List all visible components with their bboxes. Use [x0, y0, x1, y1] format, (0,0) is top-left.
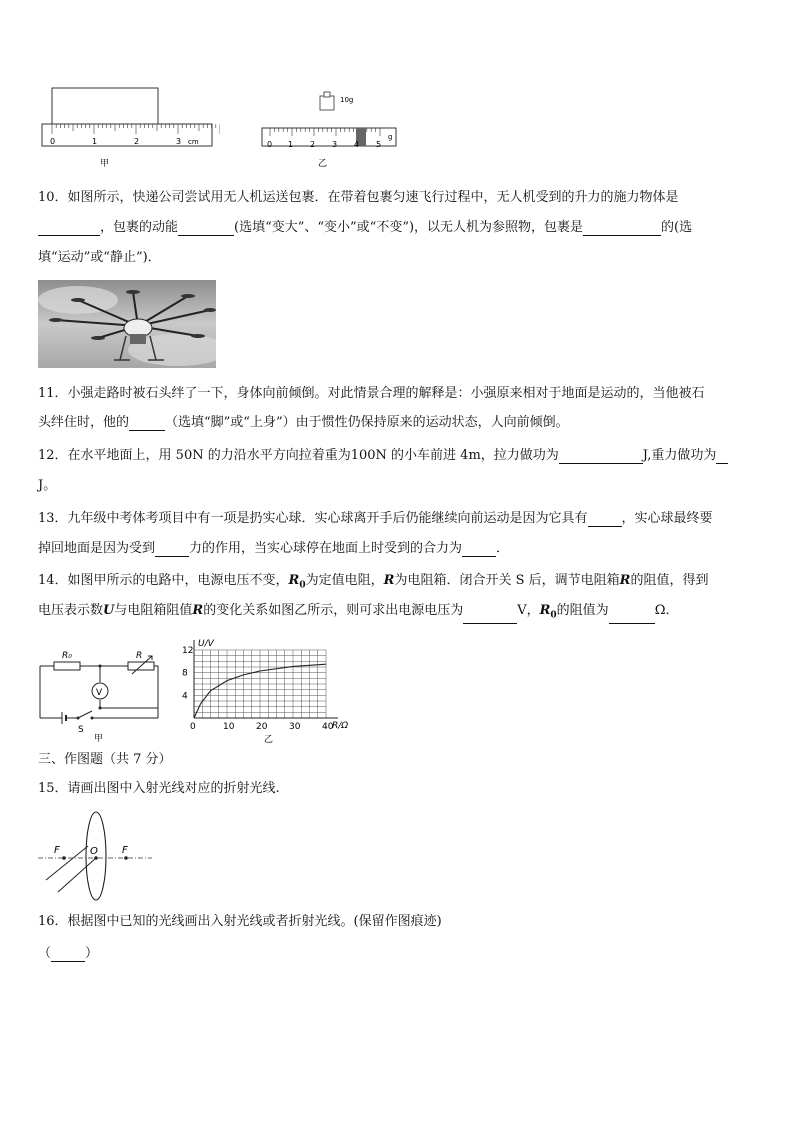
section-3-title: 三、作图题（共 7 分）	[38, 752, 172, 767]
q14-line2-b: 与电阻箱阻值	[114, 603, 193, 618]
balance-label-5: 5	[376, 140, 382, 149]
q10-blank-1[interactable]	[38, 222, 100, 236]
q13-line2-b: 力的作用，当实心球停在地面上时受到的合力为	[189, 541, 463, 556]
q13-line1-a: 13．九年级中考体考项目中有一项是扔实心球．实心球离开手后仍能继续向前运动是因为它具有	[38, 511, 588, 526]
x-tick-label: 40	[322, 722, 334, 732]
q12-line2: J。	[38, 478, 57, 493]
q14-line1	[38, 573, 708, 594]
figure-caption-yi: 乙	[318, 159, 328, 169]
y-tick-label: 8	[182, 668, 188, 679]
q14-line2-d: V，	[517, 603, 540, 618]
q14-u: U	[103, 603, 115, 618]
q14-r0-sub: 0	[299, 580, 306, 591]
label-v: V	[96, 688, 103, 698]
q13-blank-1[interactable]	[588, 513, 622, 527]
q14-blank-1[interactable]	[463, 610, 517, 624]
q14-r0-2: R	[539, 603, 551, 618]
focus-left-label: F	[54, 845, 60, 856]
label-r: R	[136, 651, 143, 661]
q14-r-2: R	[619, 573, 631, 588]
q10-blank-2[interactable]	[178, 222, 234, 236]
q12-blank-1[interactable]	[559, 450, 643, 464]
balance-label-3: 3	[332, 140, 338, 149]
q10-line2-b: (选填“变大”、“变小”或“不变”)，以无人机为参照物，包裹是	[234, 220, 584, 235]
incident-ray-1	[46, 846, 88, 880]
q16-open: （	[38, 946, 52, 961]
q16-close: ）	[85, 946, 99, 961]
q15-text: 15．请画出图中入射光线对应的折射光线.	[38, 781, 280, 796]
incident-ray-2	[58, 858, 96, 892]
q12-line1-b: J,重力做功为	[642, 448, 717, 463]
q11-line2	[38, 415, 569, 431]
figure-caption-jia: 甲	[100, 159, 110, 169]
optical-center-label: O	[90, 846, 98, 857]
q14-blank-2[interactable]	[609, 610, 655, 624]
q13-line2	[38, 541, 509, 557]
q14-line1-a: 14．如图甲所示的电路中，电源电压不变，	[38, 573, 289, 588]
q14-line2-e: 的阻值为	[556, 603, 609, 618]
q14-r: R	[383, 573, 395, 588]
q10-line2-a: ，包裹的动能	[100, 220, 179, 235]
x-tick-label: 30	[289, 722, 301, 732]
q11-line1: 11．小强走路时被石头绊了一下，身体向前倾倒。对此情景合理的解释是：小强原来相对于地面是运动的，当他被石	[38, 386, 705, 401]
balance-label-4: 4	[354, 140, 360, 149]
q13-blank-2[interactable]	[155, 543, 189, 557]
circuit-caption: 甲	[94, 734, 104, 744]
q14-r-3: R	[192, 603, 204, 618]
ruler-figure	[40, 84, 220, 174]
x-tick-label: 0	[190, 722, 196, 732]
y-tick-label: 12	[182, 646, 194, 656]
q16-answer	[38, 946, 98, 962]
label-s: S	[78, 725, 84, 735]
q14-line1-d: 的阻值，得到	[630, 573, 709, 588]
q11-line2-b: （选填“脚”或“上身”）由于惯性仍保持原来的运动状态，人向前倾倒。	[165, 415, 569, 430]
q14-r0-sub-2: 0	[550, 610, 557, 621]
switch-s	[78, 711, 92, 718]
ruler-label-1: 1	[92, 137, 98, 146]
weight-label: 10g	[340, 96, 354, 104]
q14-line2-c: 的变化关系如图乙所示，则可求出电源电压为	[203, 603, 464, 618]
q12-blank-2[interactable]	[716, 450, 728, 464]
resistor-r0	[54, 662, 80, 670]
x-tick-label: 10	[223, 722, 235, 732]
q13-blank-3[interactable]	[462, 543, 496, 557]
q10-blank-3[interactable]	[583, 222, 661, 236]
u-r-graph	[176, 634, 366, 746]
q10-line1: 10．如图所示，快递公司尝试用无人机运送包裹．在带着包裹匀速飞行过程中，无人机受到的升力的施力物体是	[38, 190, 679, 205]
q14-line1-c: 为电阻箱．闭合开关 S 后，调节电阻箱	[394, 573, 620, 588]
q12-line1-a: 12．在水平地面上，用 50N 的力沿水平方向拉着重为100N 的小车前进 4m，拉力做功为	[38, 448, 559, 463]
q16-blank[interactable]	[51, 948, 85, 962]
q13-line2-c: ．	[496, 541, 510, 556]
q12-line1	[38, 448, 728, 464]
label-r0: R₀	[62, 651, 72, 661]
q10-line2	[38, 220, 692, 236]
q13-line1	[38, 511, 713, 527]
ruler-unit: cm	[188, 138, 199, 146]
balance-label-1: 1	[288, 140, 294, 149]
q16-text: 16．根据图中已知的光线画出入射光线或者折射光线。(保留作图痕迹)	[38, 914, 442, 929]
q14-line2-a: 电压表示数	[38, 603, 104, 618]
q14-line2	[38, 603, 678, 624]
x-axis-label: R/Ω	[332, 721, 349, 731]
ruler-label-0: 0	[50, 137, 56, 146]
q13-line1-b: ，实心球最终要	[621, 511, 713, 526]
drone-photo	[38, 280, 216, 368]
q14-r0: R	[288, 573, 300, 588]
q10-line3: 填“运动”或“静止”)．	[38, 250, 161, 265]
balance-label-2: 2	[310, 140, 316, 149]
balance-unit: g	[388, 133, 393, 141]
lens-diagram	[36, 808, 156, 904]
graph-caption: 乙	[264, 735, 274, 745]
q13-line2-a: 掉回地面是因为受到	[38, 541, 156, 556]
y-tick-label: 4	[182, 691, 188, 702]
q14-line2-f: Ω．	[654, 603, 679, 618]
q14-line1-b: 为定值电阻，	[305, 573, 384, 588]
ruler-label-3: 3	[176, 137, 182, 146]
x-tick-label: 20	[256, 722, 268, 732]
circuit-diagram	[34, 640, 164, 744]
q11-blank[interactable]	[129, 417, 165, 431]
ruler-label-2: 2	[134, 137, 140, 146]
q10-line2-c: 的(选	[661, 220, 693, 235]
y-axis-label: U/V	[198, 639, 214, 649]
balance-label-0: 0	[267, 140, 273, 149]
focus-right-label: F	[122, 845, 128, 856]
q11-line2-a: 头绊住时，他的	[38, 415, 130, 430]
balance-figure	[258, 84, 408, 174]
